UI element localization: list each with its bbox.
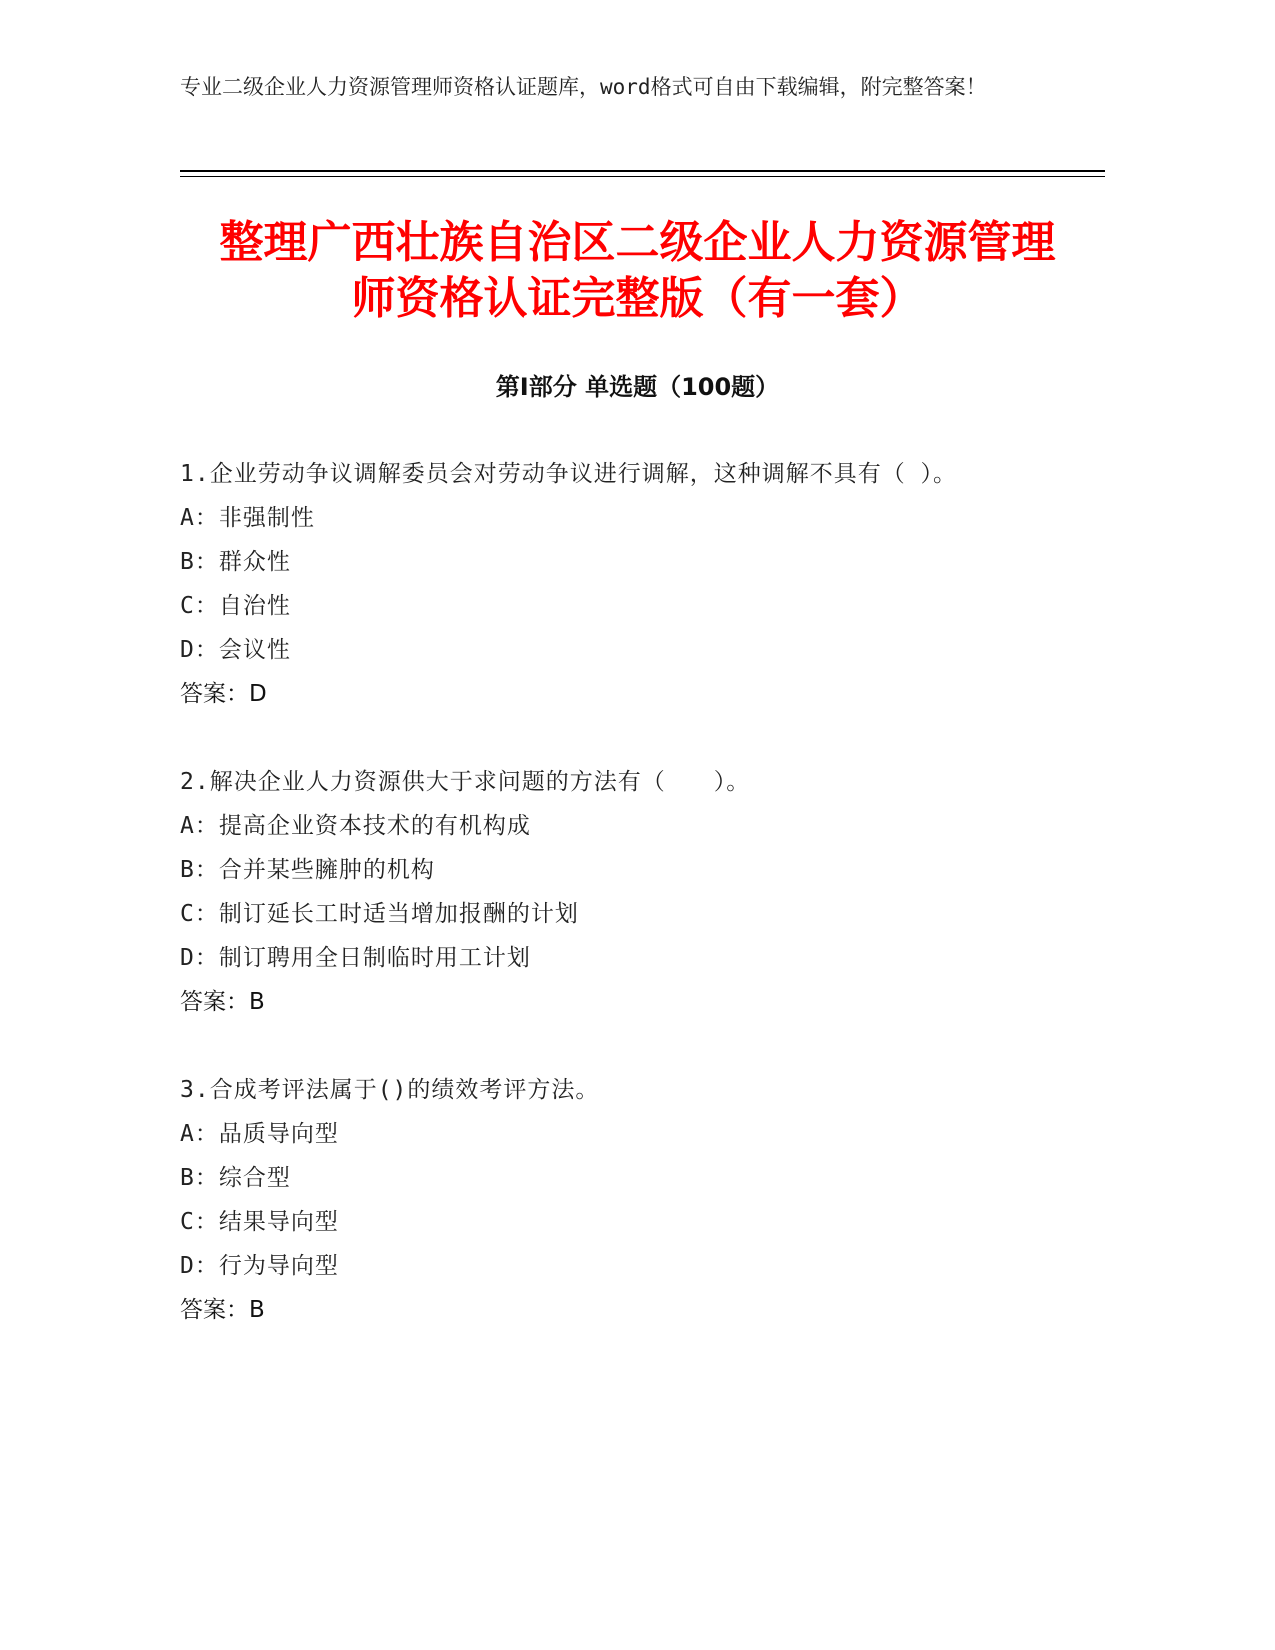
header-divider-thick	[180, 170, 1105, 172]
option-a: A：提高企业资本技术的有机构成	[180, 813, 531, 839]
answer: 答案：B	[180, 1297, 265, 1323]
option-c: C：自治性	[180, 593, 291, 619]
question-1	[180, 452, 1060, 716]
option-a: A：品质导向型	[180, 1121, 339, 1147]
question-text: 3.合成考评法属于()的绩效考评方法。	[180, 1077, 600, 1103]
question-2	[180, 760, 1060, 1024]
section-title: 第Ⅰ部分 单选题（100题）	[495, 373, 780, 401]
option-b: B：群众性	[180, 549, 291, 575]
document-title-line1: 整理广西壮族自治区二级企业人力资源管理	[219, 217, 1056, 268]
question-3	[180, 1068, 1060, 1332]
question-text: 2.解决企业人力资源供大于求问题的方法有（ ）。	[180, 769, 751, 795]
option-d: D：制订聘用全日制临时用工计划	[180, 945, 531, 971]
option-c: C：制订延长工时适当增加报酬的计划	[180, 901, 579, 927]
question-list	[180, 452, 1060, 1376]
option-b: B：合并某些臃肿的机构	[180, 857, 435, 883]
option-d: D：行为导向型	[180, 1253, 339, 1279]
header-divider-thin	[180, 176, 1105, 177]
option-c: C：结果导向型	[180, 1209, 339, 1235]
document-title	[150, 215, 1125, 327]
option-b: B：综合型	[180, 1165, 291, 1191]
option-a: A：非强制性	[180, 505, 315, 531]
answer: 答案：B	[180, 989, 265, 1015]
header-note: 专业二级企业人力资源管理师资格认证题库，word格式可自由下载编辑，附完整答案！	[180, 75, 987, 99]
answer: 答案：D	[180, 681, 267, 707]
question-text: 1.企业劳动争议调解委员会对劳动争议进行调解，这种调解不具有（ ）。	[180, 461, 958, 487]
option-d: D：会议性	[180, 637, 291, 663]
document-title-line2: 师资格认证完整版（有一套）	[351, 273, 924, 324]
